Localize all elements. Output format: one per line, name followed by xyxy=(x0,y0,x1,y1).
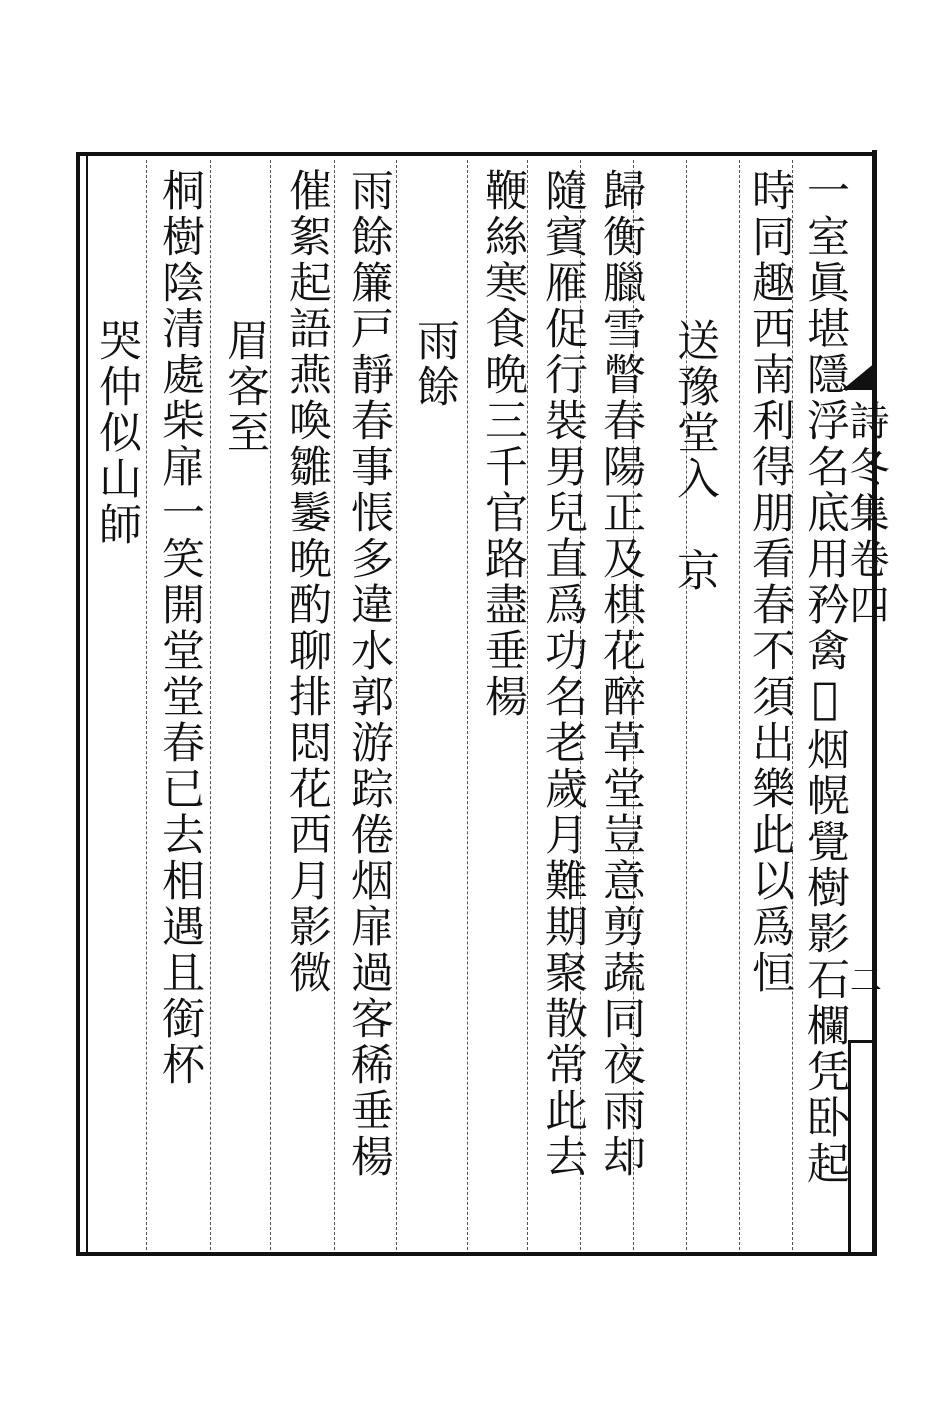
folio-number: 二 xyxy=(850,961,883,999)
poem-title-send-off: 送豫堂入 京 xyxy=(670,318,720,594)
poem-title-lament: 哭仲似山師 xyxy=(92,318,142,548)
text-column-9: 催絮起語燕喚雛䰀晩酌聊排悶花西月影微 xyxy=(282,168,332,996)
poem-title-guest-arrives: 眉客至 xyxy=(220,318,270,456)
text-column-4: 歸衡臘雪瞥春陽正及棋花醉草堂豈意剪蔬同夜雨却 xyxy=(596,168,646,1180)
column-rule xyxy=(146,160,147,1250)
inner-frame-line xyxy=(86,156,88,1252)
column-rule xyxy=(334,160,335,1250)
text-column-6: 鞭絲寒食晩三千官路盡垂楊 xyxy=(478,168,528,720)
column-rule xyxy=(210,160,211,1250)
column-rule xyxy=(270,160,271,1250)
text-column-11: 桐樹陰清處柴扉一笑開堂堂春已去相遇且銜杯 xyxy=(155,168,205,1088)
text-column-1: 一室眞堪隱浮名底用矜禽𢿰烟幌覺樹影石欄凭卧起 xyxy=(800,168,850,1187)
margin-title: 詩冬集卷四 xyxy=(843,400,889,630)
column-rule xyxy=(396,160,397,1250)
text-column-8: 雨餘簾戸靜春事悵多違水郭游踪倦烟扉過客稀垂楊 xyxy=(344,168,394,1180)
text-column-5: 隨賓雁促行裝男兒直爲功名老歲月難期聚散常此去 xyxy=(538,168,588,1180)
poem-title-after-rain: 雨餘 xyxy=(410,318,460,410)
column-rule xyxy=(467,160,468,1250)
text-column-2: 時同趣西南利得朋看春不須出樂此以爲恒 xyxy=(745,168,795,996)
column-rule xyxy=(739,160,740,1250)
margin-bracket xyxy=(848,1040,875,1253)
